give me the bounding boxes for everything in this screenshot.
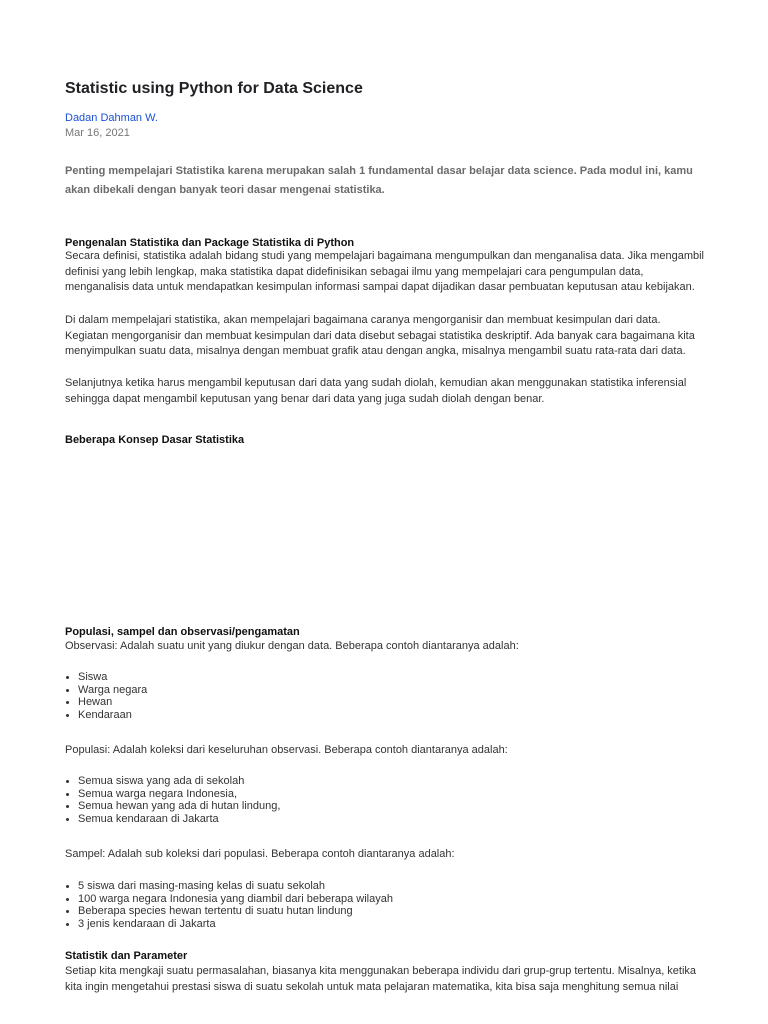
article-title: Statistic using Python for Data Science	[65, 80, 363, 97]
list-item: Beberapa species hewan tertentu di suatu hutan lindung	[65, 905, 393, 918]
list-item: Semua siswa yang ada di sekolah	[65, 775, 280, 788]
list-item: Semua kendaraan di Jakarta	[65, 813, 280, 826]
list-item: Siswa	[65, 671, 147, 684]
list-item: 100 warga negara Indonesia yang diambil dari beberapa wilayah	[65, 893, 393, 906]
sampel-list	[65, 880, 393, 931]
section-heading-populasi: Populasi, sampel dan observasi/pengamatan	[65, 626, 300, 638]
list-item: 5 siswa dari masing-masing kelas di suatu sekolah	[65, 880, 393, 893]
author-link[interactable]: Dadan Dahman W.	[65, 112, 158, 124]
list-item: Hewan	[65, 696, 147, 709]
paragraph-populasi: Populasi: Adalah koleksi dari keseluruhan observasi. Beberapa contoh diantaranya adalah:	[65, 744, 508, 756]
paragraph-deskriptif: Di dalam mempelajari statistika, akan mempelajari bagaimana caranya mengorganisir dan membuat kesimpulan dari data. Kegiatan mengorganisir dan membuat kesimpulan dari data disebut sebagai statistika deskriptif. Ada banyak cara bagaimana kita menyimpulkan suatu data, misalnya dengan membuat grafik atau dengan angka, misalnya mengambil suatu rata-rata dari data.	[65, 314, 695, 357]
paragraph-observasi: Observasi: Adalah suatu unit yang diukur dengan data. Beberapa contoh diantaranya adalah:	[65, 640, 519, 652]
list-item: Semua warga negara Indonesia,	[65, 788, 280, 801]
observasi-list	[65, 671, 147, 722]
section-heading-pengenalan: Pengenalan Statistika dan Package Statistika di Python	[65, 237, 355, 249]
paragraph-statistik: Setiap kita mengkaji suatu permasalahan, biasanya kita menggunakan beberapa individu dari grup-grup tertentu. Misalnya, ketika kita ingin mengetahui prestasi siswa di suatu sekolah untuk mata pelajaran matematika, kita bisa saja menghitung semua nilai	[65, 965, 697, 993]
list-item: 3 jenis kendaraan di Jakarta	[65, 918, 393, 931]
paragraph-inferensial: Selanjutnya ketika harus mengambil keputusan dari data yang sudah diolah, kemudian akan menggunakan statistika inferensial sehingga dapat mengambil keputusan yang benar dari data yang juga sudah diolah dengan benar.	[65, 377, 687, 405]
section-heading-konsep: Beberapa Konsep Dasar Statistika	[65, 434, 245, 446]
paragraph-definisi: Secara definisi, statistika adalah bidang studi yang mempelajari bagaimana mengumpulkan dan menganalisa data. Jika mengambil definisi yang lebih lengkap, maka statistika dapat didefinisikan sebagai ilmu yang mempelajari cara pengumpulan data, menganalisis data untuk mendapatkan kesimpulan informasi sampai dapat dijadikan dasar pembuatan keputusan atau kebijakan.	[65, 250, 704, 293]
list-item: Kendaraan	[65, 709, 147, 722]
article-intro: Penting mempelajari Statistika karena merupakan salah 1 fundamental dasar belajar data science. Pada modul ini, kamu akan dibekali dengan banyak teori dasar mengenai statistika.	[65, 165, 693, 196]
list-item: Warga negara	[65, 684, 147, 697]
list-item: Semua hewan yang ada di hutan lindung,	[65, 800, 280, 813]
section-heading-statistik-parameter: Statistik dan Parameter	[65, 950, 188, 962]
paragraph-sampel: Sampel: Adalah sub koleksi dari populasi. Beberapa contoh diantaranya adalah:	[65, 848, 455, 860]
populasi-list	[65, 775, 280, 826]
publish-date: Mar 16, 2021	[65, 127, 130, 139]
